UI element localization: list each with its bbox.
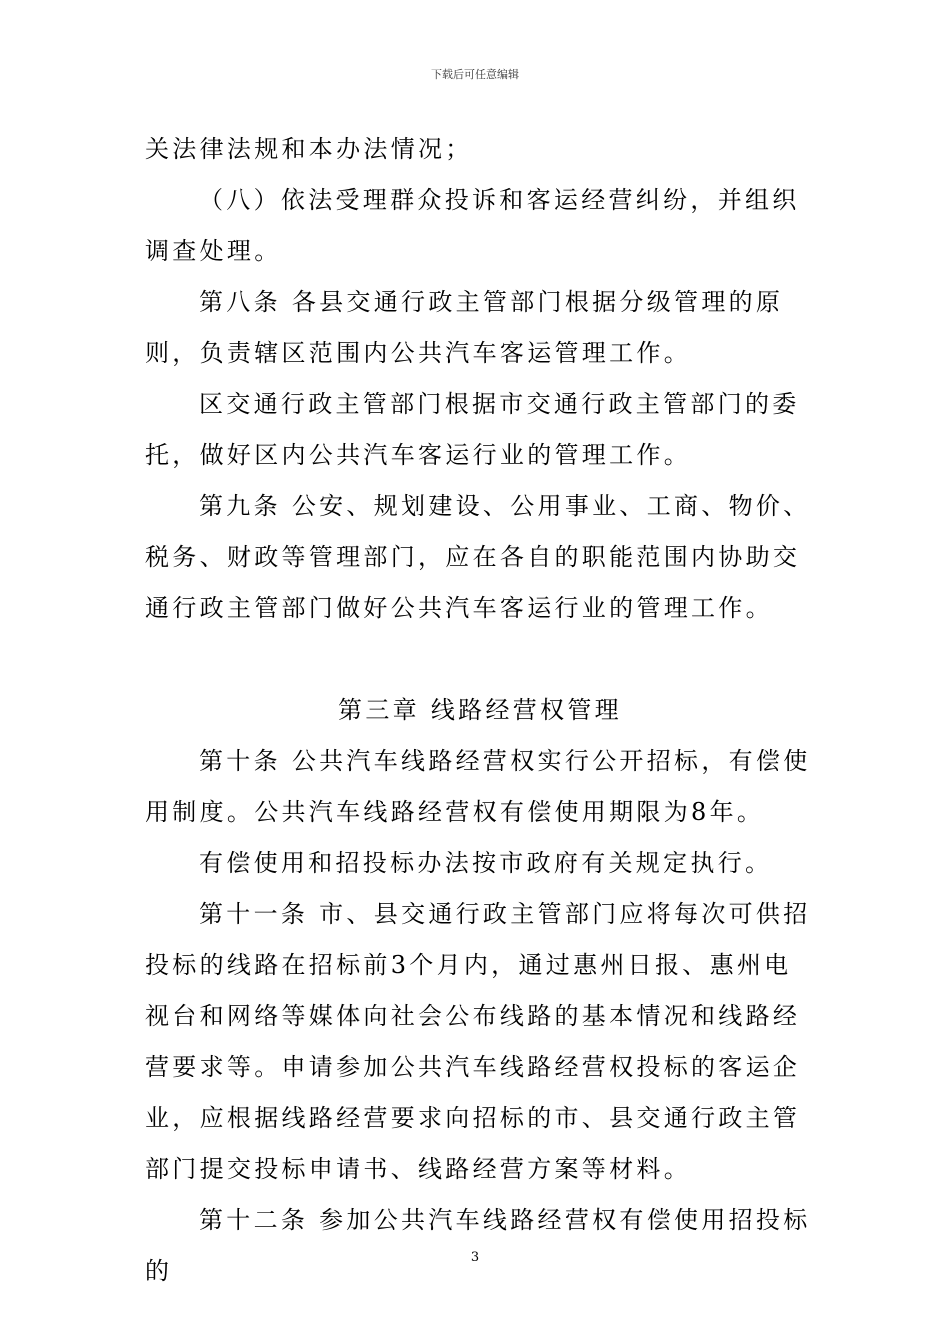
paragraph-article-8: 第八条 各县交通行政主管部门根据分级管理的原则，负责辖区范围内公共汽车客运管理工作。 [145, 288, 784, 367]
document-body [145, 124, 815, 1297]
paragraph-article-9: 第九条 公安、规划建设、公用事业、工商、物价、税务、财政等管理部门，应在各自的职能范围内协助交通行政主管部门做好公共汽车客运行业的管理工作。 [145, 492, 811, 622]
page-header-note: 下载后可任意编辑 [431, 68, 519, 81]
page-number: 3 [470, 1250, 480, 1265]
paragraph-bidding-rules: 有偿使用和招投标办法按市政府有关规定执行。 [199, 849, 773, 877]
paragraph-article-10: 第十条 公共汽车线路经营权实行公开招标，有偿使用制度。公共汽车线路经营权有偿使用期限为8年。 [145, 747, 811, 826]
paragraph-district-authority: 区交通行政主管部门根据市交通行政主管部门的委托，做好区内公共汽车客运行业的管理工作。 [145, 390, 800, 469]
paragraph-item-8: （八）依法受理群众投诉和客运经营纠纷，并组织调查处理。 [145, 186, 800, 265]
paragraph-article-12: 第十二条 参加公共汽车线路经营权有偿使用招投标的 [145, 1206, 811, 1285]
paragraph-article-11: 第十一条 市、县交通行政主管部门应将每次可供招投标的线路在招标前3个月内，通过惠州日报、惠州电视台和网络等媒体向社会公布线路的基本情况和线路经营要求等。申请参加公共汽车线路经营权投标的客运企业，应根据线路经营要求向招标的市、县交通行政主管部门提交投标申请书、线路经营方案等材料。 [145, 900, 811, 1183]
paragraph-continuation: 关法律法规和本办法情况； [145, 135, 473, 163]
chapter-heading: 第三章 线路经营权管理 [338, 696, 622, 724]
